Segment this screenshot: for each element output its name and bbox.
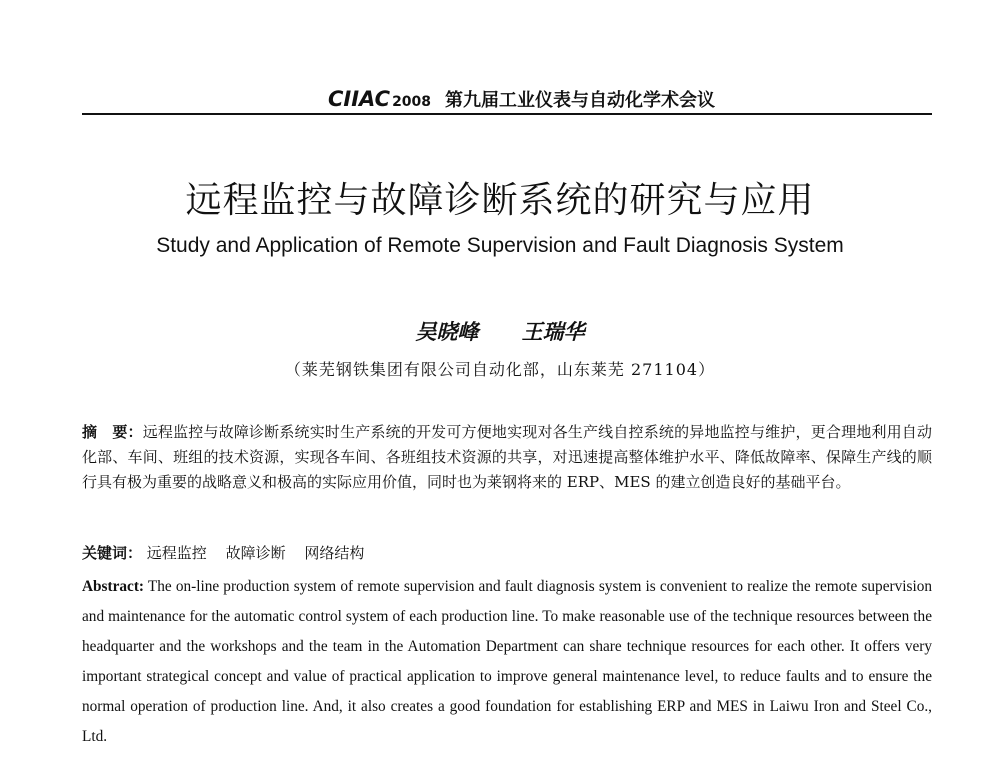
conference-logo: CIIAC [328,87,391,111]
abstract-chinese-text: 远程监控与故障诊断系统实时生产系统的开发可方便地实现对各生产线自控系统的异地监控与维护，更合理地利用自动化部、车间、班组的技术资源，实现各车间、各班组技术资源的共享，对迅速提高整体维护水平、降低故障率、保障生产线的顺行具有极为重要的战略意义和极高的实际应用价值，同时也为莱钢将来的 ERP、MES 的建立创造良好的基础平台。 [82,423,932,491]
author-name: 王瑞华 [521,319,585,344]
keyword: 远程监控 [146,544,207,562]
keyword: 故障诊断 [225,544,286,562]
affiliation: （莱芜钢铁集团有限公司自动化部，山东莱芜 271104） [284,360,716,379]
title-english: Study and Application of Remote Supervision and Fault Diagnosis System [156,234,844,257]
header-rule [82,113,932,115]
abstract-english-label: Abstract: [82,578,145,595]
author-name: 吴晓峰 [415,319,479,344]
title-chinese: 远程监控与故障诊断系统的研究与应用 [185,180,815,221]
keywords-label: 关键词： [82,544,143,562]
abstract-english [82,572,932,752]
author-list [0,316,1000,346]
keywords [82,541,932,566]
conference-year: 2008 [392,94,432,110]
abstract-english-text: The on-line production system of remote supervision and fault diagnosis system is convenient to realize the remote supervision and maintenance for the automatic control system of each production line. To make reasonable use of the technique resources between the headquarter and the workshops and the team in the Automation Department can share technique resources for each other. It offers very important strategical concept and value of practical application to improve general maintenance level, to reduce faults and to ensure the normal operation of production line. And, it also creates a good foundation for establishing ERP and MES in Laiwu Iron and Steel Co., Ltd. [82,578,932,745]
conference-banner [328,86,715,112]
keyword: 网络结构 [304,544,365,562]
conference-name: 第九届工业仪表与自动化学术会议 [445,90,716,111]
page-header [82,82,932,116]
abstract-chinese-label: 摘 要： [82,423,143,441]
abstract-chinese [82,420,932,495]
